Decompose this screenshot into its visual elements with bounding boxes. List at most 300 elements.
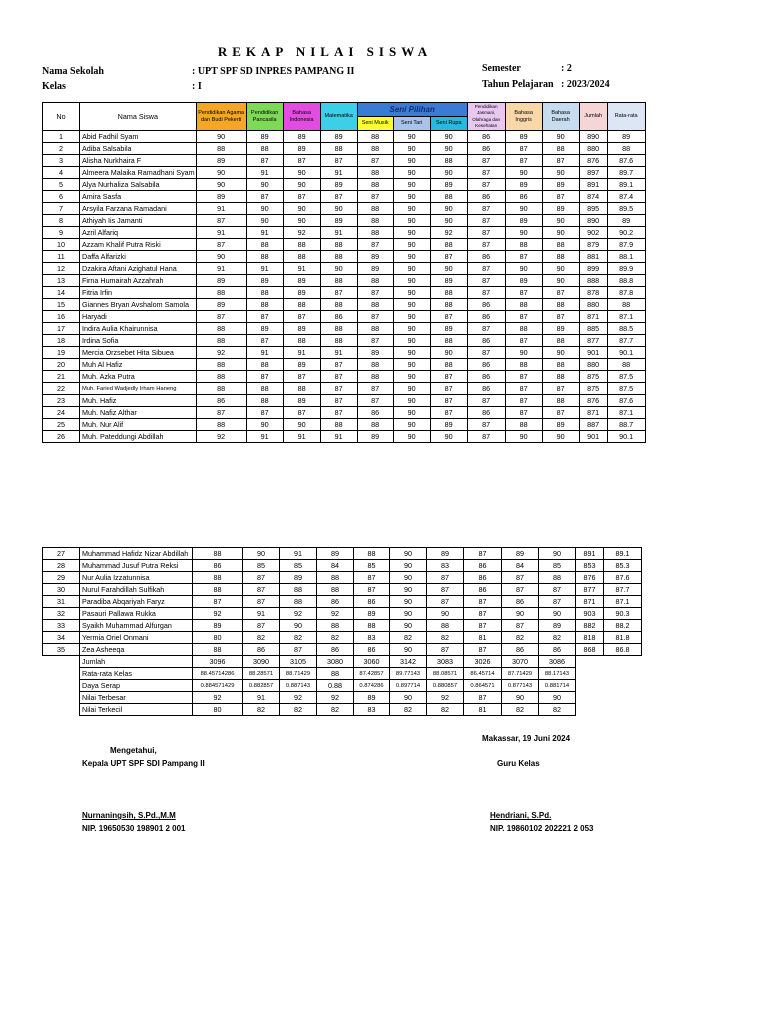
class-value: : I <box>192 81 202 92</box>
grade-cell: 91 <box>196 263 246 275</box>
row-number: 26 <box>43 431 80 443</box>
grade-cell: 87 <box>502 584 539 596</box>
header-seni-musik: Seni Musik <box>357 117 393 131</box>
grade-cell: 87 <box>467 431 505 443</box>
grade-cell: 90 <box>393 191 430 203</box>
grade-cell: 88 <box>193 572 243 584</box>
student-name: Muh. Azka Putra <box>80 371 197 383</box>
grade-cell: 88 <box>357 323 393 335</box>
grade-cell: 87 <box>427 644 464 656</box>
grade-cell: 87 <box>467 287 505 299</box>
summary-value: 3105 <box>280 656 317 668</box>
grade-cell: 86 <box>467 299 505 311</box>
grade-cell: 902 <box>579 227 607 239</box>
grade-cell: 901 <box>579 347 607 359</box>
student-name: Indira Aulia Khairunnisa <box>80 323 197 335</box>
grade-cell: 91 <box>243 608 280 620</box>
table-row <box>43 431 646 443</box>
summary-row <box>43 680 642 692</box>
blank-cell <box>604 656 642 668</box>
grade-cell: 87 <box>539 596 576 608</box>
grade-cell: 87 <box>246 311 283 323</box>
summary-label: Nilai Terkecil <box>80 704 193 716</box>
grade-cell: 89.1 <box>604 548 642 560</box>
grade-cell: 86 <box>464 560 502 572</box>
table-row <box>43 203 646 215</box>
head-title: Kepala UPT SPF SDI Pampang II <box>82 759 205 768</box>
grade-cell: 89 <box>283 359 320 371</box>
grade-cell: 90 <box>393 323 430 335</box>
grade-cell: 87 <box>464 644 502 656</box>
summary-value: 0.881714 <box>539 680 576 692</box>
grade-cell: 88 <box>193 644 243 656</box>
grade-cell: 91 <box>246 227 283 239</box>
grade-cell: 90 <box>393 275 430 287</box>
student-name: Nurul Farahdillah Sulfikah <box>80 584 193 596</box>
semester-value: : 2 <box>561 63 572 74</box>
summary-value: 87.71429 <box>502 668 539 680</box>
grade-cell: 88 <box>196 287 246 299</box>
grade-cell: 87 <box>283 371 320 383</box>
grade-cell: 880 <box>579 299 607 311</box>
grade-cell: 87 <box>542 311 579 323</box>
grade-cell: 87 <box>467 323 505 335</box>
grade-cell: 87 <box>357 287 393 299</box>
row-number: 28 <box>43 560 80 572</box>
table-row <box>43 275 646 287</box>
student-name: Almeera Malaika Ramadhani Syam <box>80 167 197 179</box>
grade-cell: 89 <box>430 419 467 431</box>
grade-cell: 90 <box>393 431 430 443</box>
grade-cell: 87.5 <box>607 383 645 395</box>
grade-cell: 87 <box>505 143 542 155</box>
grade-cell: 86 <box>467 335 505 347</box>
summary-row <box>43 668 642 680</box>
student-name: Mercia Orzsebet Hita Sibuea <box>80 347 197 359</box>
table-row <box>43 155 646 167</box>
grade-cell: 88 <box>196 419 246 431</box>
grade-cell: 90 <box>393 143 430 155</box>
grade-cell: 92 <box>317 608 354 620</box>
grade-cell: 86 <box>464 572 502 584</box>
grade-cell: 90 <box>393 335 430 347</box>
student-name: Muhammad Hafidz Nizar Abdillah <box>80 548 193 560</box>
grade-cell: 87 <box>357 191 393 203</box>
grade-cell: 91 <box>283 431 320 443</box>
grade-cell: 82 <box>502 632 539 644</box>
grade-cell: 87 <box>320 395 357 407</box>
table-row <box>43 167 646 179</box>
grade-cell: 89 <box>246 323 283 335</box>
grade-cell: 91 <box>283 263 320 275</box>
grade-cell: 85 <box>539 560 576 572</box>
summary-value: 82 <box>280 704 317 716</box>
grade-cell: 87 <box>280 644 317 656</box>
grade-cell: 88 <box>505 299 542 311</box>
grade-cell: 90 <box>542 215 579 227</box>
grade-cell: 90 <box>430 131 467 143</box>
grade-cell: 86 <box>467 359 505 371</box>
grade-cell: 877 <box>579 335 607 347</box>
grade-cell: 86 <box>193 560 243 572</box>
grade-cell: 87 <box>320 155 357 167</box>
summary-value: 92 <box>193 692 243 704</box>
grade-cell: 88.7 <box>607 419 645 431</box>
grade-cell: 90 <box>390 596 427 608</box>
grade-cell: 89 <box>542 419 579 431</box>
grade-cell: 90 <box>427 608 464 620</box>
table-row <box>43 560 642 572</box>
header-bindo: Bahasa Indonesia <box>283 103 320 131</box>
grade-cell: 87 <box>320 287 357 299</box>
row-number: 20 <box>43 359 80 371</box>
acknowledged-label: Mengetahui, <box>110 746 157 755</box>
summary-value: 88.71429 <box>280 668 317 680</box>
grade-cell: 88 <box>542 335 579 347</box>
summary-row <box>43 656 642 668</box>
row-number: 1 <box>43 131 80 143</box>
grade-cell: 92 <box>196 431 246 443</box>
grade-cell: 88 <box>246 383 283 395</box>
grade-cell: 90 <box>542 131 579 143</box>
grade-cell: 89 <box>607 131 645 143</box>
grade-cell: 86 <box>464 584 502 596</box>
grade-cell: 89 <box>193 620 243 632</box>
student-name: Muh. Hafiz <box>80 395 197 407</box>
page-title: REKAP NILAI SISWA <box>217 44 433 59</box>
head-nip: NIP. 19650530 198901 2 001 <box>82 824 186 833</box>
student-name: Alya Nurhaliza Salsabila <box>80 179 197 191</box>
grade-cell: 90 <box>283 419 320 431</box>
grade-cell: 88 <box>320 299 357 311</box>
grade-cell: 89 <box>427 548 464 560</box>
grade-cell: 87.1 <box>604 596 642 608</box>
row-number: 15 <box>43 299 80 311</box>
grade-cell: 885 <box>579 323 607 335</box>
row-number: 11 <box>43 251 80 263</box>
grade-cell: 89 <box>542 323 579 335</box>
grade-table-continued <box>42 547 642 716</box>
row-number: 2 <box>43 143 80 155</box>
grade-cell: 90 <box>505 431 542 443</box>
grade-cell: 90 <box>505 167 542 179</box>
grade-cell: 88 <box>193 584 243 596</box>
summary-value: 88.17143 <box>539 668 576 680</box>
grade-cell: 87 <box>505 311 542 323</box>
blank-cell <box>576 656 604 668</box>
grade-cell: 90 <box>390 584 427 596</box>
grade-cell: 88 <box>430 335 467 347</box>
grade-cell: 91 <box>246 431 283 443</box>
grade-cell: 87 <box>467 155 505 167</box>
grade-cell: 89 <box>320 215 357 227</box>
summary-value: 3026 <box>464 656 502 668</box>
grade-cell: 87 <box>467 395 505 407</box>
row-number: 16 <box>43 311 80 323</box>
grade-cell: 87 <box>246 155 283 167</box>
grade-cell: 87 <box>320 371 357 383</box>
grade-cell: 89 <box>196 155 246 167</box>
blank-cell <box>43 704 80 716</box>
grade-cell: 81 <box>464 632 502 644</box>
grade-cell: 87 <box>505 335 542 347</box>
grade-cell: 86.8 <box>604 644 642 656</box>
grade-cell: 90 <box>502 608 539 620</box>
grade-cell: 853 <box>576 560 604 572</box>
blank-cell <box>43 692 80 704</box>
grade-cell: 90 <box>196 251 246 263</box>
grade-cell: 88 <box>357 143 393 155</box>
grade-cell: 88 <box>505 419 542 431</box>
grade-cell: 88 <box>320 251 357 263</box>
grade-cell: 88 <box>283 299 320 311</box>
grade-cell: 87.1 <box>607 311 645 323</box>
grade-cell: 87 <box>464 620 502 632</box>
grade-cell: 90 <box>430 167 467 179</box>
grade-cell: 82 <box>280 632 317 644</box>
semester-label: Semester <box>482 63 521 74</box>
student-name: Syaikh Muhammad Alfurgan <box>80 620 193 632</box>
grade-cell: 875 <box>579 371 607 383</box>
grade-cell: 90 <box>280 620 317 632</box>
grade-cell: 89 <box>430 323 467 335</box>
row-number: 35 <box>43 644 80 656</box>
table-row <box>43 347 646 359</box>
grade-cell: 87 <box>357 311 393 323</box>
grade-cell: 87 <box>505 383 542 395</box>
grade-cell: 85 <box>280 560 317 572</box>
grade-cell: 87 <box>467 419 505 431</box>
grade-cell: 87 <box>354 584 390 596</box>
grade-cell: 89 <box>320 179 357 191</box>
blank-cell <box>576 704 604 716</box>
grade-cell: 90 <box>393 167 430 179</box>
grade-cell: 91 <box>320 167 357 179</box>
grade-cell: 90 <box>539 608 576 620</box>
summary-value: 82 <box>502 704 539 716</box>
grade-cell: 87.5 <box>607 371 645 383</box>
grade-cell: 88 <box>357 419 393 431</box>
summary-value: 3083 <box>427 656 464 668</box>
grade-cell: 90 <box>393 263 430 275</box>
student-name: Dzakira Aftani Azighatul Hana <box>80 263 197 275</box>
student-name: Azzam Khalif Putra Riski <box>80 239 197 251</box>
header-bing: Bahasa Inggris <box>505 103 542 131</box>
header-jumlah: Jumlah <box>579 103 607 131</box>
grade-cell: 87 <box>542 155 579 167</box>
grade-cell: 90 <box>430 431 467 443</box>
row-number: 6 <box>43 191 80 203</box>
grade-cell: 86 <box>467 311 505 323</box>
grade-cell: 88 <box>430 191 467 203</box>
header-ppkn: Pendidikan Pancasila <box>246 103 283 131</box>
summary-value: 0.864571 <box>464 680 502 692</box>
place-date: Makassar, 19 Juni 2024 <box>482 734 571 743</box>
student-name: Nur Aulia Izzatunnisa <box>80 572 193 584</box>
grade-cell: 86 <box>467 407 505 419</box>
grade-cell: 89 <box>317 548 354 560</box>
grade-cell: 91 <box>246 347 283 359</box>
grade-cell: 90 <box>283 179 320 191</box>
grade-cell: 891 <box>579 179 607 191</box>
grade-cell: 90 <box>320 203 357 215</box>
grade-cell: 89 <box>283 131 320 143</box>
summary-value: 87.42857 <box>354 668 390 680</box>
summary-value: 0.897714 <box>390 680 427 692</box>
grade-cell: 90 <box>393 203 430 215</box>
grade-cell: 89 <box>280 572 317 584</box>
table-row <box>43 608 642 620</box>
grade-cell: 88.2 <box>604 620 642 632</box>
grade-cell: 88 <box>505 359 542 371</box>
student-name: Amira Sasfa <box>80 191 197 203</box>
grade-cell: 871 <box>576 596 604 608</box>
student-name: Muhammad Jusuf Putra Reksi <box>80 560 193 572</box>
grade-cell: 90 <box>390 548 427 560</box>
grade-cell: 89 <box>539 620 576 632</box>
grade-cell: 92 <box>430 227 467 239</box>
grade-cell: 877 <box>576 584 604 596</box>
grade-cell: 88 <box>320 143 357 155</box>
grade-cell: 88 <box>542 239 579 251</box>
grade-cell: 90 <box>505 227 542 239</box>
grade-cell: 87 <box>427 596 464 608</box>
grade-cell: 89 <box>283 323 320 335</box>
grade-cell: 891 <box>576 548 604 560</box>
grade-cell: 90 <box>246 203 283 215</box>
grade-cell: 86 <box>317 596 354 608</box>
grade-cell: 87 <box>427 584 464 596</box>
grade-cell: 88 <box>357 167 393 179</box>
grade-cell: 88 <box>542 359 579 371</box>
row-number: 12 <box>43 263 80 275</box>
row-number: 14 <box>43 287 80 299</box>
grade-cell: 89 <box>246 275 283 287</box>
grade-cell: 90 <box>393 227 430 239</box>
student-name: Muh. Faried Wadjedly Irham Haneng <box>80 383 197 395</box>
grade-cell: 88 <box>320 275 357 287</box>
grade-cell: 89 <box>196 299 246 311</box>
grade-cell: 88 <box>357 371 393 383</box>
summary-value: 92 <box>280 692 317 704</box>
grade-cell: 88 <box>196 335 246 347</box>
grade-cell: 88 <box>283 383 320 395</box>
grade-cell: 89 <box>505 179 542 191</box>
grade-cell: 89.9 <box>607 263 645 275</box>
summary-value: 89 <box>354 692 390 704</box>
table-row <box>43 215 646 227</box>
grade-cell: 887 <box>579 419 607 431</box>
grade-cell: 85 <box>354 560 390 572</box>
summary-value: 3070 <box>502 656 539 668</box>
grade-cell: 90.2 <box>607 227 645 239</box>
grade-cell: 90 <box>196 167 246 179</box>
blank-cell <box>576 692 604 704</box>
grade-cell: 88 <box>280 596 317 608</box>
grade-cell: 88 <box>280 584 317 596</box>
table-row <box>43 371 646 383</box>
grade-cell: 876 <box>579 155 607 167</box>
header-pabp: Pendidikan Agama dan Budi Pekerti <box>196 103 246 131</box>
row-number: 4 <box>43 167 80 179</box>
grade-cell: 87.7 <box>604 584 642 596</box>
grade-cell: 87 <box>542 383 579 395</box>
table-row <box>43 179 646 191</box>
blank-cell <box>43 668 80 680</box>
grade-cell: 87 <box>320 383 357 395</box>
grade-cell: 90 <box>430 215 467 227</box>
summary-value: 0.887143 <box>280 680 317 692</box>
grade-cell: 90 <box>390 560 427 572</box>
grade-cell: 86 <box>467 131 505 143</box>
row-number: 19 <box>43 347 80 359</box>
grade-cell: 89 <box>354 608 390 620</box>
table-row <box>43 596 642 608</box>
grade-cell: 90 <box>393 299 430 311</box>
grade-cell: 897 <box>579 167 607 179</box>
grade-cell: 88 <box>317 620 354 632</box>
row-number: 31 <box>43 596 80 608</box>
grade-cell: 90 <box>393 407 430 419</box>
summary-value: 82 <box>243 704 280 716</box>
summary-value: 0.882857 <box>243 680 280 692</box>
row-number: 25 <box>43 419 80 431</box>
grade-cell: 86 <box>196 395 246 407</box>
student-name: Fitria Irfin <box>80 287 197 299</box>
grade-cell: 87 <box>320 191 357 203</box>
grade-cell: 87 <box>467 263 505 275</box>
blank-cell <box>604 704 642 716</box>
grade-cell: 90 <box>393 395 430 407</box>
summary-value: 3086 <box>539 656 576 668</box>
grade-cell: 89.1 <box>607 179 645 191</box>
summary-value: 80 <box>193 704 243 716</box>
grade-cell: 84 <box>502 560 539 572</box>
grade-cell: 88 <box>357 131 393 143</box>
row-number: 32 <box>43 608 80 620</box>
grade-cell: 88 <box>196 383 246 395</box>
grade-cell: 890 <box>579 215 607 227</box>
grade-cell: 89 <box>357 347 393 359</box>
row-number: 21 <box>43 371 80 383</box>
grade-cell: 87 <box>357 383 393 395</box>
grade-cell: 87 <box>357 155 393 167</box>
grade-cell: 88 <box>196 143 246 155</box>
grade-cell: 91 <box>280 548 317 560</box>
grade-cell: 88 <box>320 239 357 251</box>
grade-cell: 88 <box>320 323 357 335</box>
grade-cell: 90 <box>283 215 320 227</box>
grade-cell: 82 <box>427 632 464 644</box>
grade-cell: 90 <box>393 239 430 251</box>
grade-cell: 87 <box>193 596 243 608</box>
summary-value: 91 <box>243 692 280 704</box>
row-number: 27 <box>43 548 80 560</box>
grade-cell: 88 <box>320 335 357 347</box>
grade-cell: 89 <box>283 287 320 299</box>
grade-cell: 82 <box>317 632 354 644</box>
grade-cell: 90 <box>393 131 430 143</box>
grade-cell: 89 <box>357 431 393 443</box>
header-seni-tari: Seni Tari <box>393 117 430 131</box>
grade-cell: 90 <box>393 215 430 227</box>
grade-cell: 88 <box>430 359 467 371</box>
table-row <box>43 572 642 584</box>
grade-cell: 86 <box>467 383 505 395</box>
grade-cell: 87 <box>505 251 542 263</box>
grade-cell: 879 <box>579 239 607 251</box>
table-row <box>43 548 642 560</box>
